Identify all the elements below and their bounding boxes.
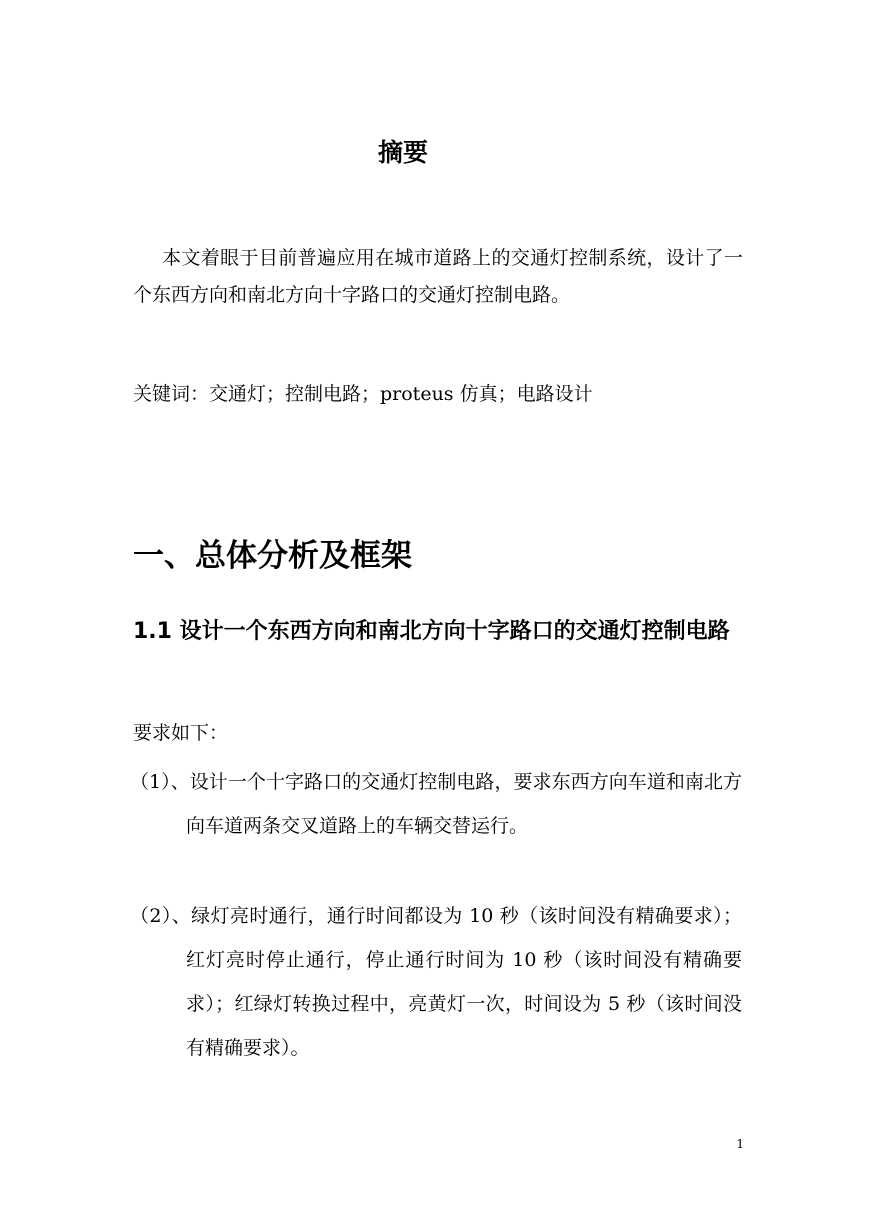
abstract-body: 本文着眼于目前普遍应用在城市道路上的交通灯控制系统，设计了一个东西方向和南北方向十字路口的交通灯控制电路。: [133, 247, 743, 306]
abstract-title: 摘要: [377, 138, 428, 167]
keywords-line: 关键词：交通灯；控制电路；proteus 仿真；电路设计: [133, 383, 593, 405]
page-number: 1: [736, 1137, 744, 1151]
section-heading: 一、总体分析及框架: [133, 538, 412, 574]
requirement-item-2: （2）、绿灯亮时通行，通行时间都设为 10 秒（该时间没有精确要求）；红灯亮时停止通行，停止通行时间为 10 秒（该时间没有精确要求）；红绿灯转换过程中，亮黄灯一次，时间设为 5 秒（该时间没有精确要求）。: [130, 905, 742, 1059]
requirements-intro: 要求如下：: [133, 722, 229, 744]
requirement-item-1: （1）、设计一个十字路口的交通灯控制电路，要求东西方向车道和南北方向车道两条交叉道路上的车辆交替运行。: [130, 771, 742, 837]
subsection-heading: 1.1 设计一个东西方向和南北方向十字路口的交通灯控制电路: [133, 619, 730, 644]
